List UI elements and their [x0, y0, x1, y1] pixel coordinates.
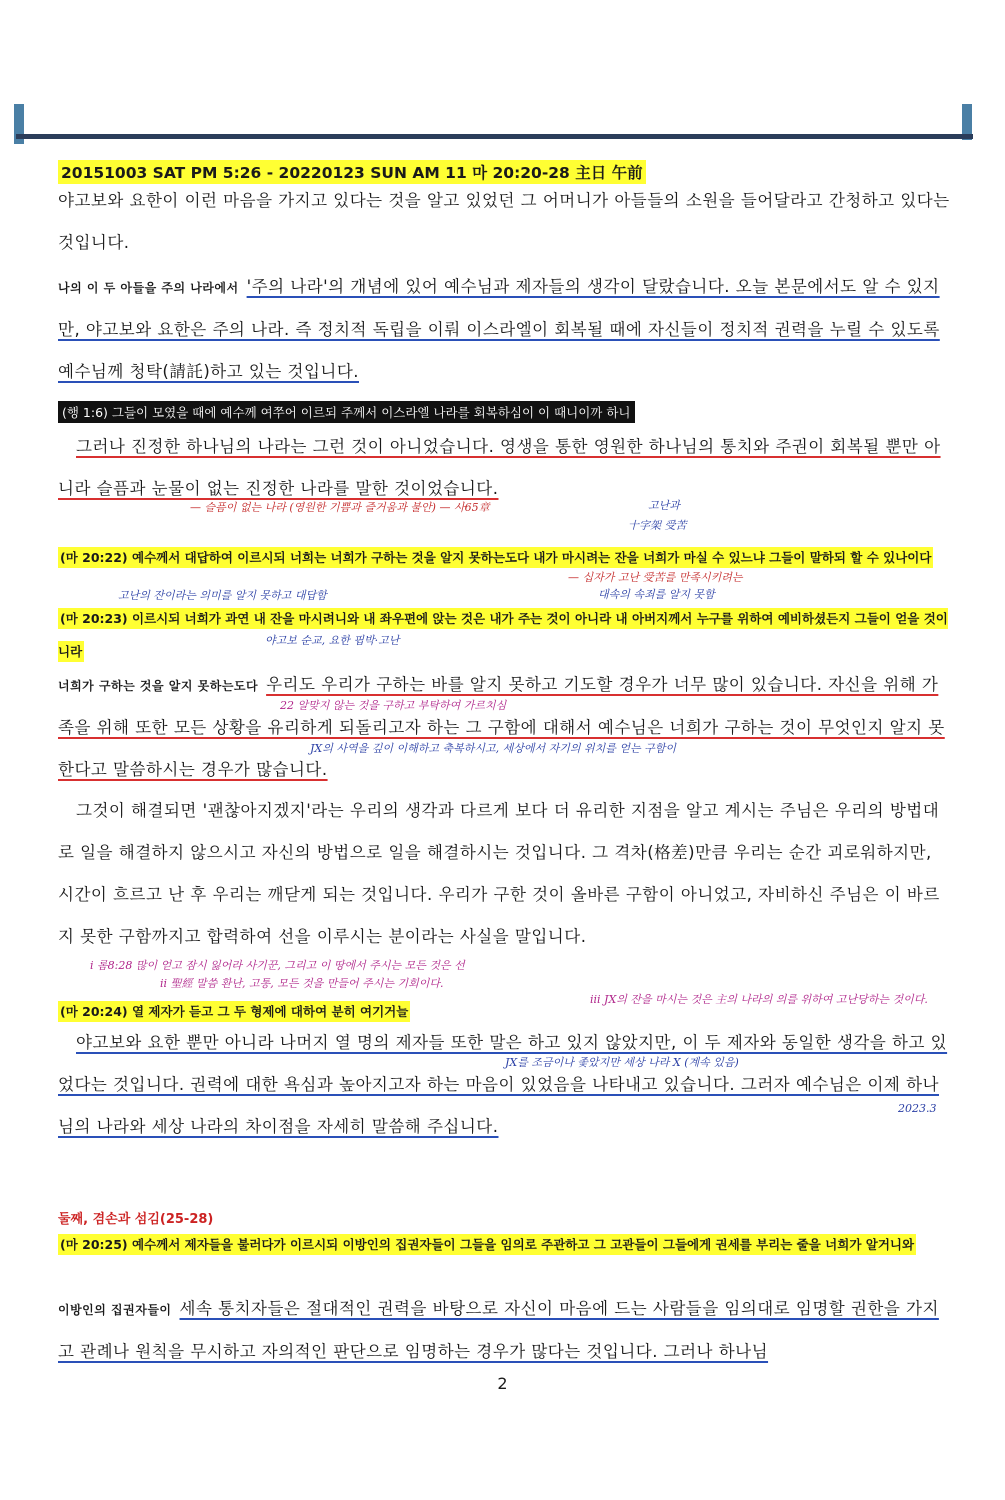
paragraph-4	[58, 664, 953, 791]
handwritten-note-2: 고난과	[648, 499, 680, 512]
header-rule	[16, 134, 973, 139]
handwritten-note-11: ii 聖經 말씀 환난, 고통, 모든 것을 만들어 주시는 기회이다.	[160, 977, 444, 990]
paragraph-7-lead: 이방인의 집권자들이	[58, 1303, 172, 1317]
handwritten-note-5: 대속의 속죄를 알지 못함	[598, 588, 715, 601]
paragraph-5: 그것이 해결되면 '괜찮아지겠지'라는 우리의 생각과 다르게 보다 더 유리한 지점을 알고 계시는 주님은 우리의 방법대로 일을 해결하지 않으시고 자신의 방법으로 일을 해결하시는 것입니다. 그 격차(格差)만큼 우리는 순간 괴로워하지만, 시간이 흐르고 난 후 우리는 깨닫게 되는 것입니다. 우리가 구한 것이 올바른 구함이 아니었고, 자비하신 주님은 이 바르지 못한 구함까지고 합력하여 선을 이루시는 분이라는 사실을 말입니다.	[58, 801, 940, 946]
handwritten-note-1: — 슬픔이 없는 나라 (영원한 기쁨과 즐거움과 불안) — 사65章	[190, 501, 490, 514]
paragraph-2-text: '주의 나라'의 개념에 있어 예수님과 제자들의 생각이 달랐습니다. 오늘 본문에서도 알 수 있지만, 야고보와 요한은 주의 나라. 즉 정치적 독립을 이뤄 이스라엘이 회복될 때에 자신들이 정치적 권력을 누릴 수 있도록 예수님께 청탁(請託)하고 있는 것입니다.	[58, 277, 940, 381]
paragraph-3	[58, 426, 953, 510]
verse-20-25	[58, 1228, 953, 1261]
verse-20-25-text: (마 20:25) 예수께서 제자들을 불러다가 이르시되 이방인의 집권자들이 그들을 임의로 주관하고 그 고관들이 그들에게 권세를 부리는 줄을 너희가 알거니와	[58, 1234, 916, 1255]
handwritten-note-6: 고난의 잔이라는 의미를 알지 못하고 대답함	[118, 589, 327, 602]
verse-acts-1-6	[58, 401, 953, 423]
paragraph-3-text: 그러나 진정한 하나님의 나라는 그런 것이 아니었습니다. 영생을 통한 영원한 하나님의 통치와 주권이 회복될 뿐만 아니라 슬픔과 눈물이 없는 진정한 나라를 말한 것이었습니다.	[58, 437, 941, 498]
verse-20-23	[58, 602, 953, 668]
date-line-text: 20151003 SAT PM 5:26 - 20220123 SUN AM 11 마 20:20-28 主日 午前	[58, 160, 646, 184]
handwritten-note-8: 22 알맞지 않는 것을 구하고 부탁하여 가르치심	[280, 699, 507, 712]
section-2-title: 둘째, 겸손과 섬김(25-28)	[58, 1212, 214, 1227]
verse-20-22	[58, 541, 953, 574]
verse-acts-1-6-text: (행 1:6) 그들이 모였을 때에 예수께 여쭈어 이르되 주께서 이스라엘 나라를 회복하심이 이 때니이까 하니	[58, 401, 635, 423]
verse-20-22-text: (마 20:22) 예수께서 대답하여 이르시되 너희는 너희가 구하는 것을 알지 못하는도다 내가 마시려는 잔을 너희가 마실 수 있느냐 그들이 말하되 할 수 있나이다	[58, 547, 933, 568]
handwritten-note-4: — 십자가 고난 受苦를 만족시키려는	[568, 571, 743, 584]
paragraph-1: 야고보와 요한이 이런 마음을 가지고 있다는 것을 알고 있었던 그 어머니가 아들들의 소원을 들어달라고 간청하고 있다는 것입니다.	[58, 191, 950, 252]
paragraph-7	[58, 1288, 953, 1373]
paragraph-6	[58, 1022, 953, 1148]
verse-20-24-text: (마 20:24) 열 제자가 듣고 그 두 형제에 대하여 분히 여기거늘	[58, 1001, 410, 1022]
handwritten-note-7: 야고보 순교, 요한 핍박·고난	[265, 634, 400, 647]
handwritten-note-14: 2023.3	[898, 1102, 937, 1115]
paragraph-6-text: 야고보와 요한 뿐만 아니라 나머지 열 명의 제자들 또한 말은 하고 있지 않았지만, 이 두 제자와 동일한 생각을 하고 있었다는 것입니다. 권력에 대한 욕심과 높아지고자 하는 마음이 있었음을 나타내고 있습니다. 그러자 예수님은 이제 하나님의 나라와 세상 나라의 차이점을 자세히 말씀해 주십니다.	[58, 1033, 948, 1136]
handwritten-note-3: 十字架 受苦	[628, 519, 687, 532]
paragraph-2	[58, 266, 953, 393]
handwritten-note-12: iii JX의 잔을 마시는 것은 主의 나라의 의를 위하여 고난당하는 것이다.	[590, 993, 928, 1006]
handwritten-note-10: i 롬8:28 많이 얻고 잠시 잃어라 사기꾼, 그리고 이 땅에서 주시는 모든 것은 선	[90, 959, 465, 972]
paragraph-2-lead: 나의 이 두 아들을 주의 나라에서	[58, 281, 239, 295]
paragraph-7-text: 세속 통치자들은 절대적인 권력을 바탕으로 자신이 마음에 드는 사람들을 임의대로 임명할 권한을 가지고 관례나 원칙을 무시하고 자의적인 판단으로 임명하는 경우가 많다는 것입니다. 그러나 하나님	[58, 1299, 939, 1361]
page-number: 2	[497, 1374, 508, 1393]
paragraph-4-lead: 너희가 구하는 것을 알지 못하는도다	[58, 679, 259, 693]
verse-20-23-text: (마 20:23) 이르시되 너희가 과연 내 잔을 마시려니와 내 좌우편에 앉는 것은 내가 주는 것이 아니라 내 아버지께서 누구를 위하여 예비하셨든지 그들이 얻을 것이니라	[58, 608, 948, 662]
handwritten-note-9: JX의 사역을 깊이 이해하고 축복하시고, 세상에서 자기의 위치를 얻는 구함이	[310, 742, 676, 755]
paragraph-4-text: 우리도 우리가 구하는 바를 알지 못하고 기도할 경우가 너무 많이 있습니다. 자신을 위해 가족을 위해 또한 모든 상황을 유리하게 되돌리고자 하는 그 구함에 대해서 예수님은 너희가 구하는 것이 무엇인지 알지 못한다고 말씀하시는 경우가 많습니다.	[58, 675, 945, 779]
handwritten-note-13: JX를 조금이나 좇았지만 세상 나라 X (계속 있음)	[505, 1056, 739, 1069]
